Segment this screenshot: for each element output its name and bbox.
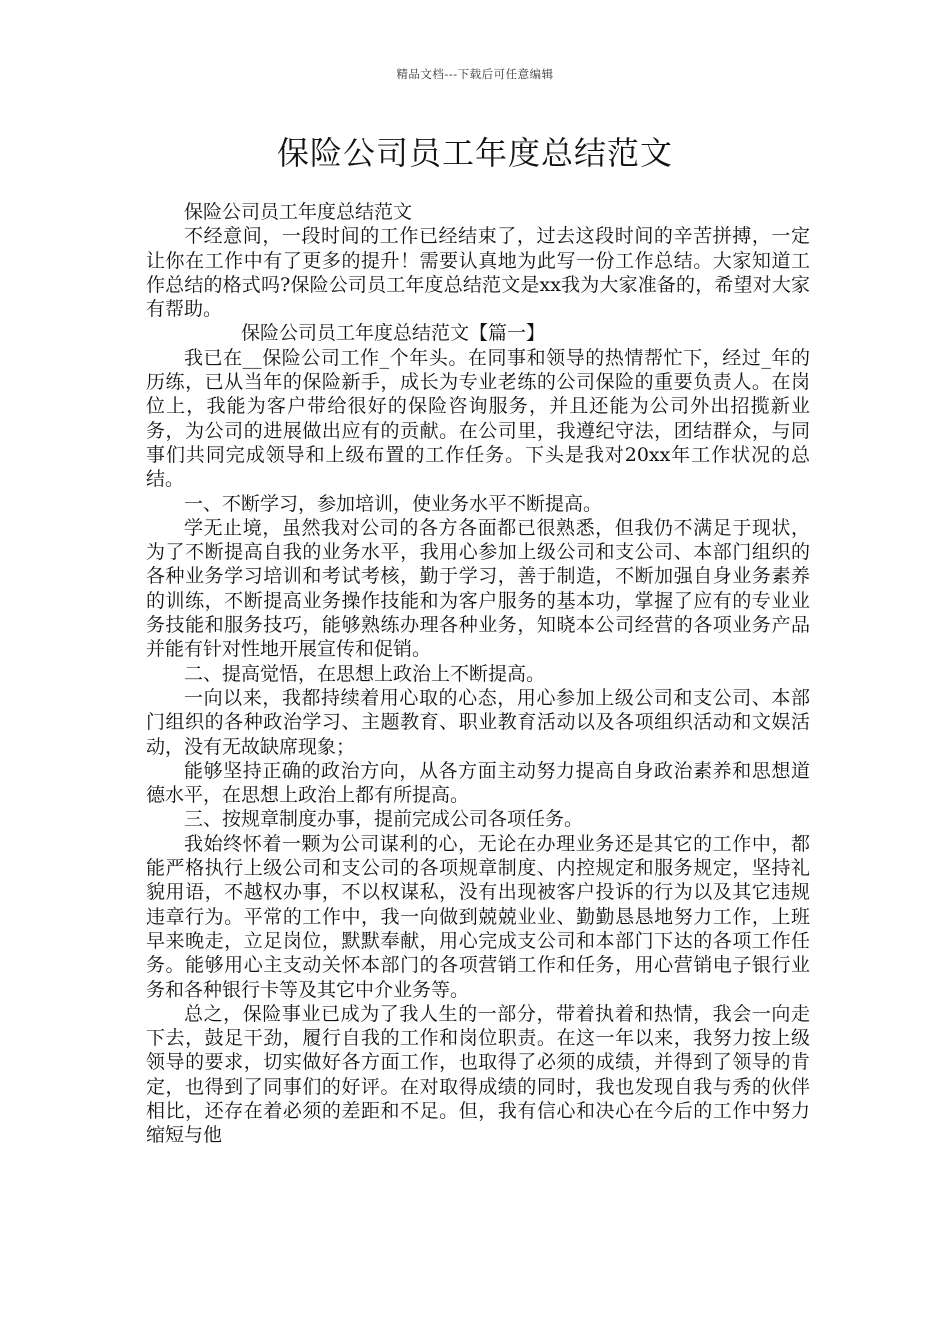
section-heading-part-one: 保险公司员工年度总结范文【篇一】	[241, 322, 546, 345]
paragraph-background: 我已在__保险公司工作_个年头。在同事和领导的热情帮忙下，经过_年的历练，已从当年的保险新手，成长为专业老练的公司保险的重要负责人。在岗位上，我能为客户带给很好的保险咨询服务，并且还能为公司外出招揽新业务，为公司的进展做出应有的贡献。在公司里，我遵纪守法，团结群众，与同事们共同完成领导和上级布置的工作任务。下头是我对20xx年工作状况的总结。	[146, 346, 810, 491]
document-title: 保险公司员工年度总结范文	[276, 134, 673, 172]
page-header: 精品文档---下载后可任意编辑	[396, 67, 554, 81]
paragraph-political-1: 一向以来，我都持续着用心取的心态，用心参加上级公司和支公司、本部门组织的各种政治学习、主题教育、职业教育活动以及各项组织活动和文娱活动，没有无故缺席现象；	[146, 686, 810, 758]
section-heading-2: 二、提高觉悟，在思想上政治上不断提高。	[184, 662, 546, 685]
paragraph-political-2: 能够坚持正确的政治方向，从各方面主动努力提高自身政治素养和思想道德水平，在思想上政治上都有所提高。	[146, 759, 810, 807]
paragraph-learning: 学无止境，虽然我对公司的各方各面都已很熟悉，但我仍不满足于现状，为了不断提高自我的业务水平，我用心参加上级公司和支公司、本部门组织的各种业务学习培训和考试考核，勤于学习，善于制造，不断加强自身业务素养的训练，不断提高业务操作技能和为客户服务的基本功，掌握了应有的专业业务技能和服务技巧，能够熟练办理各种业务，知晓本公司经营的各项业务产品并能有针对性地开展宣传和促销。	[146, 516, 810, 661]
paragraph-intro: 不经意间，一段时间的工作已经结束了，过去这段时间的辛苦拼搏，一定让你在工作中有了更多的提升！需要认真地为此写一份工作总结。大家知道工作总结的格式吗?保险公司员工年度总结范文是xx我为大家准备的，希望对大家有帮助。	[146, 225, 810, 321]
section-heading-1: 一、不断学习，参加培训，使业务水平不断提高。	[184, 492, 603, 515]
paragraph-conclusion: 总之，保险事业已成为了我人生的一部分，带着执着和热情，我会一向走下去，鼓足干劲，履行自我的工作和岗位职责。在这一年以来，我努力按上级领导的要求，切实做好各方面工作，也取得了必须的成绩，并得到了领导的肯定，也得到了同事们的好评。在对取得成绩的同时，我也发现自我与秀的伙伴相比，还存在着必须的差距和不足。但，我有信心和决心在今后的工作中努力缩短与他	[146, 1002, 810, 1147]
paragraph-subtitle: 保险公司员工年度总结范文	[184, 201, 413, 223]
paragraph-rules: 我始终怀着一颗为公司谋利的心，无论在办理业务还是其它的工作中，都能严格执行上级公司和支公司的各项规章制度、内控规定和服务规定，坚持礼貌用语，不越权办事，不以权谋私，没有出现被客户投诉的行为以及其它违规违章行为。平常的工作中，我一向做到兢兢业业、勤勤恳恳地努力工作，上班早来晚走，立足岗位，默默奉献，用心完成支公司和本部门下达的各项工作任务。能够用心主支动关怀本部门的各项营销工作和任务，用心营销电子银行业务和各种银行卡等及其它中介业务等。	[146, 832, 810, 1001]
document-body	[146, 200, 810, 1148]
section-heading-3: 三、按规章制度办事，提前完成公司各项任务。	[184, 808, 584, 831]
